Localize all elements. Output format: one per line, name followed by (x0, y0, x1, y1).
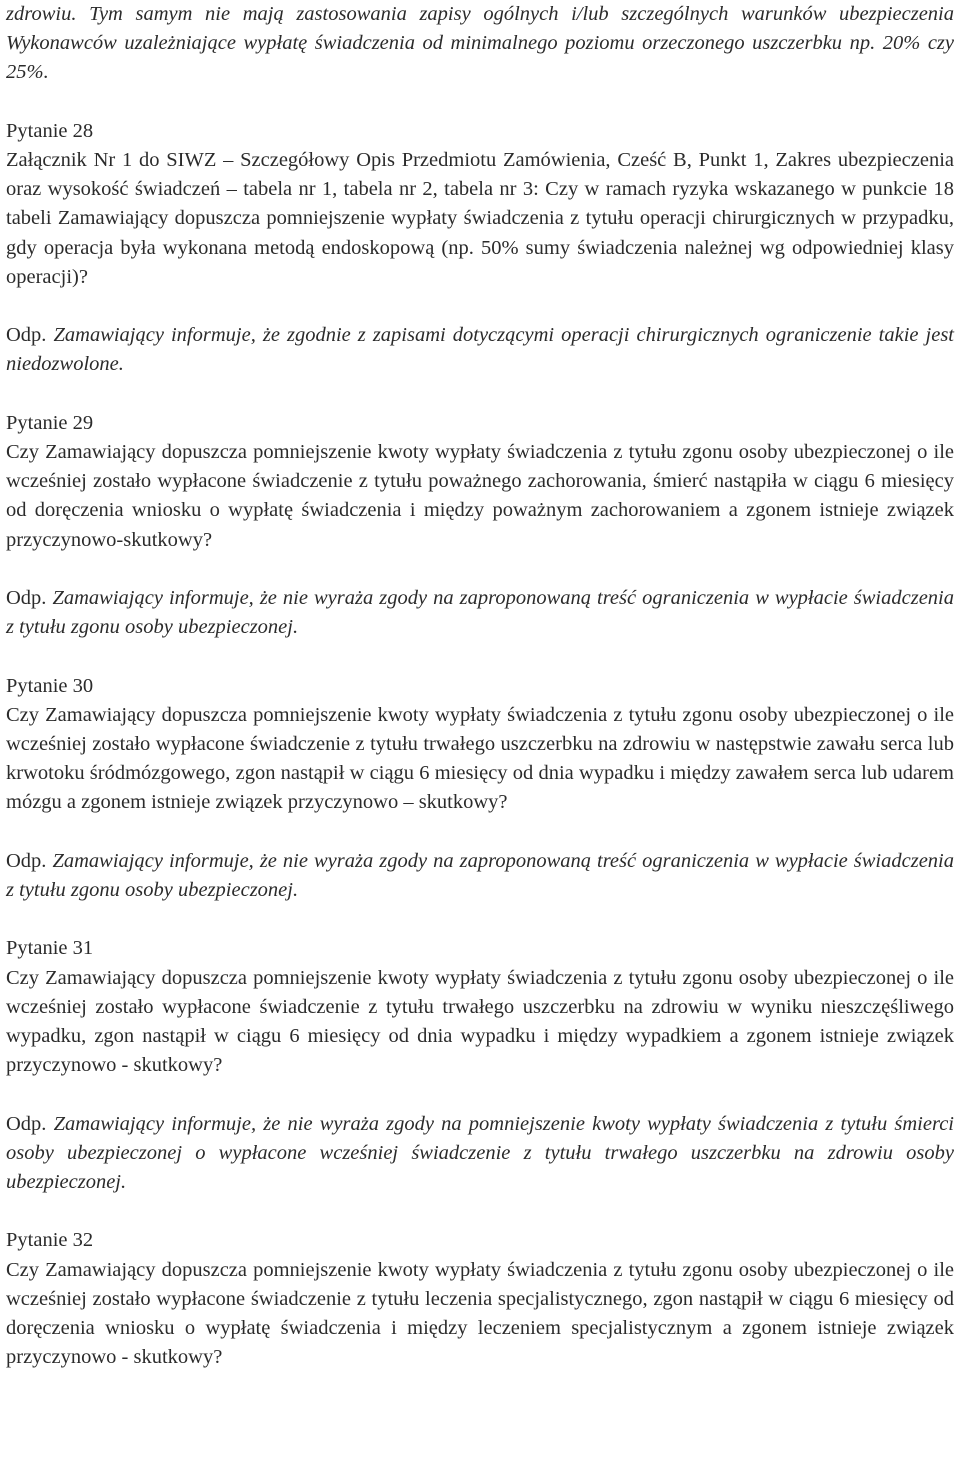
spacer (6, 1197, 954, 1226)
spacer (6, 818, 954, 847)
spacer (6, 1080, 954, 1109)
spacer (6, 905, 954, 934)
spacer (6, 380, 954, 409)
section-heading: Pytanie 30 (6, 674, 94, 697)
intro-paragraph: zdrowiu. Tym samym nie mają zastosowania zapisy ogólnych i/lub szczególnych warunków ubezpieczenia Wykonawców uzależniające wypłatę świadczenia od minimalnego poziomu orzeczonego uszczerbku np. 20% czy 25%. (6, 3, 954, 84)
section-pytanie-29 (6, 409, 954, 643)
section-heading: Pytanie 31 (6, 937, 94, 960)
answer-text: Zamawiający informuje, że zgodnie z zapisami dotyczącymi operacji chirurgicznych ograniczenie takie jest niedozwolone. (6, 324, 954, 376)
section-heading: Pytanie 32 (6, 1229, 94, 1252)
question-text: Załącznik Nr 1 do SIWZ – Szczegółowy Opis Przedmiotu Zamówienia, Cześć B, Punkt 1, Zakres ubezpieczenia oraz wysokość świadczeń – tabela nr 1, tabela nr 2, tabela nr 3: Czy w ramach ryzyka wskazanego w punkcie 18 tabeli Zamawiający dopuszcza pomniejszenie wypłaty świadczenia z tytułu operacji chirurgicznych w przypadku, gdy operacja była wykonana metodą endoskopową (np. 50% sumy świadczenia należnej wg odpowiedniej klasy operacji)? (6, 149, 954, 288)
spacer (6, 88, 954, 117)
answer-paragraph (6, 1110, 954, 1198)
answer-label: Odp. (6, 587, 47, 609)
answer-paragraph (6, 321, 954, 379)
section-pytanie-28 (6, 117, 954, 380)
question-text: Czy Zamawiający dopuszcza pomniejszenie kwoty wypłaty świadczenia z tytułu zgonu osoby ubezpieczonej o ile wcześniej zostało wypłacone świadczenie z tytułu leczenia specjalistycznego, zgon nastąpił w ciągu 6 miesięcy od doręczenia wniosku o wypłatę świadczenia i między leczeniem specjalistycznym a zgonem istnieje związek przyczynowo - skutkowy? (6, 1258, 954, 1369)
question-text: Czy Zamawiający dopuszcza pomniejszenie kwoty wypłaty świadczenia z tytułu zgonu osoby ubezpieczonej o ile wcześniej zostało wypłacone świadczenie z tytułu trwałego uszczerbku na zdrowiu w następstwie zawału serca lub krwotoku śródmózgowego, zgon nastąpił w ciągu 6 miesięcy od dnia wypadku i między zawałem serca lub udarem mózgu a zgonem istnieje związek przyczynowo – skutkowy? (6, 703, 954, 814)
answer-text: Zamawiający informuje, że nie wyraża zgody na zaproponowaną treść ograniczenia w wypłacie świadczenia z tytułu zgonu osoby ubezpieczonej. (6, 849, 954, 901)
answer-label: Odp. (6, 1112, 47, 1135)
question-text: Czy Zamawiający dopuszcza pomniejszenie kwoty wypłaty świadczenia z tytułu zgonu osoby ubezpieczonej o ile wcześniej zostało wypłacone świadczenie z tytułu trwałego uszczerbku na zdrowiu w wyniku nieszczęśliwego wypadku, zgon nastąpił w ciągu 6 miesięcy od dnia wypadku i między wypadkiem a zgonem istnieje związek przyczynowo - skutkowy? (6, 966, 954, 1077)
spacer (6, 555, 954, 584)
section-pytanie-32 (6, 1226, 954, 1372)
answer-label: Odp. (6, 324, 47, 347)
answer-text: Zamawiający informuje, że nie wyraża zgody na zaproponowaną treść ograniczenia w wypłacie świadczenia z tytułu zgonu osoby ubezpieczonej. (6, 587, 954, 639)
section-pytanie-31 (6, 934, 954, 1197)
answer-text: Zamawiający informuje, że nie wyraża zgody na pomniejszenie kwoty wypłaty świadczenia z tytułu śmierci osoby ubezpieczonej o wypłacone wcześniej świadczenie z tytułu trwałego uszczerbku na zdrowiu osoby ubezpieczonej. (6, 1112, 954, 1193)
answer-paragraph (6, 847, 954, 905)
document-page (6, 0, 954, 1372)
section-heading: Pytanie 29 (6, 411, 94, 434)
answer-label: Odp. (6, 849, 47, 872)
question-text: Czy Zamawiający dopuszcza pomniejszenie kwoty wypłaty świadczenia z tytułu zgonu osoby ubezpieczonej o ile wcześniej zostało wypłacone świadczenie z tytułu poważnego zachorowania, śmierć nastąpiła w ciągu 6 miesięcy od doręczenia wniosku o wypłatę świadczenia i między poważnym zachorowaniem a zgonem istnieje związek przyczynowo-skutkowy? (6, 441, 954, 551)
spacer (6, 642, 954, 671)
answer-paragraph (6, 584, 954, 642)
section-pytanie-30 (6, 672, 954, 906)
section-heading: Pytanie 28 (6, 119, 94, 142)
spacer (6, 292, 954, 321)
